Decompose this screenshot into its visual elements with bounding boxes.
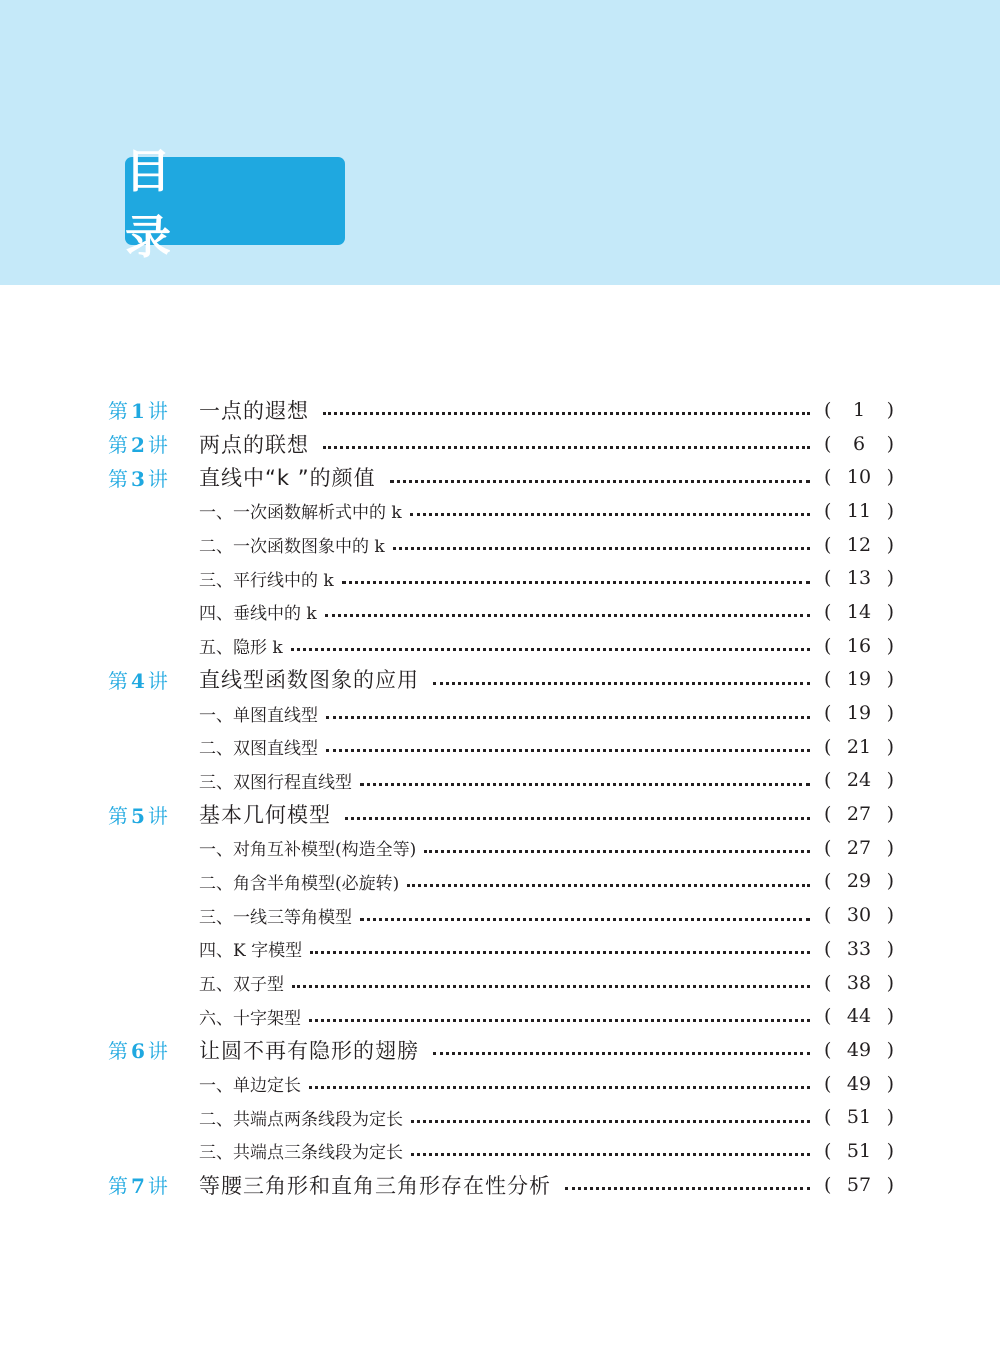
toc-entry-title: 等腰三角形和直角三角形存在性分析 (199, 1173, 551, 1198)
toc-entry-title-wrap (199, 566, 812, 591)
lecture-number (108, 395, 188, 424)
toc-entry[interactable] (0, 831, 1000, 865)
toc-entry-title: 二、角含半角模型(必旋转) (199, 873, 400, 894)
toc-entry[interactable] (0, 1033, 1000, 1067)
toc-entry[interactable] (0, 1168, 1000, 1202)
lecture-prefix: 第 (108, 433, 128, 458)
toc-entry-title: 三、平行线中的 k (199, 570, 334, 591)
page-number: 21 (846, 735, 872, 758)
dot-leader (565, 1187, 810, 1190)
page-ref (824, 1174, 894, 1196)
page-ref (824, 736, 894, 758)
page-number: 27 (846, 803, 872, 826)
dot-leader (326, 716, 810, 719)
page-number: 6 (852, 432, 866, 455)
page-ref (824, 1140, 894, 1162)
toc-entry[interactable] (0, 730, 1000, 764)
toc-entry-title: 一、对角互补模型(构造全等) (199, 840, 417, 861)
paren-open: ( (824, 971, 832, 994)
toc-entry-title-wrap (199, 429, 812, 459)
page-ref (824, 803, 894, 825)
page-ref (824, 534, 894, 556)
toc-entry[interactable] (0, 797, 1000, 831)
toc-entry-title: 三、双图行程直线型 (199, 772, 352, 793)
page-ref (824, 769, 894, 791)
toc-entry-title: 直线型函数图象的应用 (199, 668, 419, 693)
page-ref (824, 466, 894, 488)
paren-close: ) (886, 1139, 894, 1162)
lecture-number (108, 1035, 188, 1064)
toc-entry-title-wrap (199, 936, 812, 961)
toc-entry-title-wrap (199, 498, 812, 523)
toc-entry[interactable] (0, 595, 1000, 629)
paren-close: ) (886, 533, 894, 556)
page-number: 13 (846, 567, 872, 590)
page-number: 30 (846, 904, 872, 927)
dot-leader (291, 648, 810, 651)
dot-leader (411, 1153, 810, 1156)
toc-entry[interactable] (0, 494, 1000, 528)
paren-close: ) (886, 904, 894, 927)
paren-close: ) (886, 803, 894, 826)
toc-entry-title-wrap (199, 395, 812, 425)
title-box (125, 144, 345, 264)
dot-leader (390, 480, 810, 483)
page-ref (824, 668, 894, 690)
lecture-prefix: 第 (108, 668, 128, 693)
page-ref (824, 1073, 894, 1095)
dot-leader (309, 1086, 810, 1089)
page-ref (824, 1005, 894, 1027)
paren-open: ( (824, 836, 832, 859)
toc-entry-title-wrap (199, 903, 812, 928)
paren-close: ) (886, 735, 894, 758)
paren-close: ) (886, 1106, 894, 1129)
paren-open: ( (824, 1072, 832, 1095)
toc-entry-title: 让圆不再有隐形的翅膀 (199, 1038, 419, 1063)
toc-entry[interactable] (0, 1100, 1000, 1134)
paren-close: ) (886, 466, 894, 489)
page-ref (824, 702, 894, 724)
page-number: 14 (846, 600, 872, 623)
dot-leader (325, 614, 810, 617)
paren-open: ( (824, 466, 832, 489)
page-number: 19 (846, 668, 872, 691)
toc-entry-title: 一、单边定长 (199, 1076, 301, 1097)
paren-close: ) (886, 769, 894, 792)
paren-open: ( (824, 735, 832, 758)
paren-close: ) (886, 499, 894, 522)
paren-open: ( (824, 1038, 832, 1061)
page-ref (824, 1106, 894, 1128)
lecture-suffix: 讲 (147, 1174, 168, 1199)
page-ref (824, 500, 894, 522)
page-ref (824, 601, 894, 623)
lecture-number (108, 463, 188, 492)
toc-entry-title-wrap (199, 1138, 812, 1163)
page-ref (824, 972, 894, 994)
page-number: 33 (846, 937, 872, 960)
toc-entry-title: 二、共端点两条线段为定长 (199, 1109, 403, 1130)
toc-entry[interactable] (0, 764, 1000, 798)
toc-entry-title: 三、一线三等角模型 (199, 907, 352, 928)
lecture-number (108, 800, 188, 829)
toc-entry-title: 一、单图直线型 (199, 705, 318, 726)
toc-entry[interactable] (0, 898, 1000, 932)
paren-close: ) (886, 836, 894, 859)
paren-close: ) (886, 937, 894, 960)
paren-open: ( (824, 567, 832, 590)
lecture-prefix: 第 (108, 1174, 128, 1199)
page-ref (824, 1039, 894, 1061)
page-ref (824, 433, 894, 455)
toc-entry-title-wrap (199, 462, 812, 492)
toc-entry-title: 五、双子型 (199, 975, 284, 996)
toc-entry-title-wrap (199, 664, 812, 694)
page-number: 57 (846, 1173, 872, 1196)
page-number: 11 (846, 499, 872, 522)
page-title: 目 录 (125, 144, 309, 264)
page-number: 27 (846, 836, 872, 859)
toc-entry-title: 二、一次函数图象中的 k (199, 537, 385, 558)
toc-entry[interactable] (0, 696, 1000, 730)
toc-entry-title-wrap (199, 701, 812, 726)
dot-leader (360, 783, 810, 786)
paren-open: ( (824, 600, 832, 623)
toc-entry[interactable] (0, 663, 1000, 697)
toc-entry-title-wrap (199, 799, 812, 829)
lecture-num: 5 (131, 803, 145, 828)
page-number: 38 (846, 971, 872, 994)
lecture-suffix: 讲 (147, 1039, 168, 1064)
page-number: 51 (846, 1139, 872, 1162)
dot-leader (393, 547, 810, 550)
paren-open: ( (824, 1139, 832, 1162)
dot-leader (309, 1019, 810, 1022)
toc-entry[interactable] (0, 932, 1000, 966)
paren-open: ( (824, 398, 832, 421)
paren-close: ) (886, 432, 894, 455)
paren-close: ) (886, 702, 894, 725)
toc-entry-title: 两点的联想 (199, 432, 309, 457)
paren-open: ( (824, 634, 832, 657)
paren-open: ( (824, 432, 832, 455)
paren-open: ( (824, 1173, 832, 1196)
dot-leader (433, 682, 810, 685)
page-ref (824, 938, 894, 960)
dot-leader (323, 412, 810, 415)
page-ref (824, 567, 894, 589)
paren-open: ( (824, 937, 832, 960)
lecture-suffix: 讲 (147, 399, 168, 424)
toc-entry-title: 三、共端点三条线段为定长 (199, 1143, 403, 1164)
dot-leader (342, 581, 810, 584)
lecture-number (108, 665, 188, 694)
page-ref (824, 904, 894, 926)
paren-close: ) (886, 567, 894, 590)
toc-entry[interactable] (0, 966, 1000, 1000)
lecture-prefix: 第 (108, 803, 128, 828)
dot-leader (410, 513, 810, 516)
paren-open: ( (824, 499, 832, 522)
toc-entry-title: 一、一次函数解析式中的 k (199, 503, 402, 524)
table-of-contents (0, 393, 1000, 1202)
page-number: 24 (846, 769, 872, 792)
dot-leader (326, 749, 810, 752)
dot-leader (360, 918, 810, 921)
page-number: 44 (846, 1005, 872, 1028)
paren-close: ) (886, 1005, 894, 1028)
toc-entry-title: 四、K 字模型 (199, 941, 303, 962)
toc-entry-title-wrap (199, 970, 812, 995)
toc-entry-title-wrap (199, 734, 812, 759)
lecture-num: 4 (131, 668, 145, 693)
paren-open: ( (824, 702, 832, 725)
toc-entry-title-wrap (199, 599, 812, 624)
toc-entry[interactable] (0, 1134, 1000, 1168)
toc-entry[interactable] (0, 460, 1000, 494)
page-ref (824, 399, 894, 421)
page-ref (824, 870, 894, 892)
lecture-num: 7 (131, 1174, 145, 1199)
toc-entry-title-wrap (199, 1035, 812, 1065)
toc-entry-title: 五、隐形 k (199, 638, 283, 659)
toc-entry-title: 四、垂线中的 k (199, 604, 317, 625)
toc-entry-title-wrap (199, 1004, 812, 1029)
lecture-number (108, 1170, 188, 1199)
dot-leader (323, 446, 810, 449)
paren-open: ( (824, 870, 832, 893)
toc-entry-title: 六、十字架型 (199, 1008, 301, 1029)
lecture-suffix: 讲 (147, 433, 168, 458)
toc-entry[interactable] (0, 427, 1000, 461)
lecture-num: 1 (131, 399, 145, 424)
paren-open: ( (824, 803, 832, 826)
toc-entry-title: 一点的遐想 (199, 398, 309, 423)
page-number: 1 (852, 398, 866, 421)
lecture-prefix: 第 (108, 466, 128, 491)
header-band (0, 0, 1000, 285)
dot-leader (345, 817, 810, 820)
dot-leader (424, 850, 810, 853)
toc-entry-title-wrap (199, 1170, 812, 1200)
dot-leader (292, 985, 810, 988)
paren-close: ) (886, 971, 894, 994)
dot-leader (310, 951, 810, 954)
page-number: 29 (846, 870, 872, 893)
toc-entry[interactable] (0, 1067, 1000, 1101)
toc-entry-title-wrap (199, 633, 812, 658)
page-ref (824, 837, 894, 859)
lecture-prefix: 第 (108, 1039, 128, 1064)
toc-entry-title: 直线中“k ”的颜值 (199, 466, 376, 491)
paren-open: ( (824, 904, 832, 927)
page-number: 51 (846, 1106, 872, 1129)
paren-close: ) (886, 870, 894, 893)
paren-close: ) (886, 668, 894, 691)
paren-open: ( (824, 1106, 832, 1129)
paren-close: ) (886, 600, 894, 623)
page-number: 12 (846, 533, 872, 556)
paren-close: ) (886, 1173, 894, 1196)
paren-close: ) (886, 1038, 894, 1061)
dot-leader (411, 1120, 810, 1123)
dot-leader (407, 884, 810, 887)
page-number: 10 (846, 466, 872, 489)
paren-open: ( (824, 668, 832, 691)
toc-entry-title: 二、双图直线型 (199, 739, 318, 760)
toc-entry[interactable] (0, 865, 1000, 899)
page-number: 16 (846, 634, 872, 657)
toc-entry-title-wrap (199, 869, 812, 894)
dot-leader (433, 1052, 810, 1055)
paren-open: ( (824, 1005, 832, 1028)
lecture-suffix: 讲 (147, 668, 168, 693)
paren-close: ) (886, 634, 894, 657)
paren-open: ( (824, 533, 832, 556)
lecture-num: 6 (131, 1039, 145, 1064)
lecture-suffix: 讲 (147, 803, 168, 828)
lecture-num: 3 (131, 466, 145, 491)
lecture-num: 2 (131, 433, 145, 458)
toc-entry[interactable] (0, 561, 1000, 595)
page-number: 19 (846, 702, 872, 725)
paren-open: ( (824, 769, 832, 792)
lecture-suffix: 讲 (147, 466, 168, 491)
lecture-number (108, 429, 188, 458)
page-number: 49 (846, 1038, 872, 1061)
toc-entry-title-wrap (199, 532, 812, 557)
toc-entry[interactable] (0, 393, 1000, 427)
toc-entry-title-wrap (199, 1105, 812, 1130)
page-ref (824, 635, 894, 657)
toc-entry[interactable] (0, 999, 1000, 1033)
toc-entry-title-wrap (199, 835, 812, 860)
toc-entry[interactable] (0, 528, 1000, 562)
paren-close: ) (886, 1072, 894, 1095)
toc-entry[interactable] (0, 629, 1000, 663)
paren-close: ) (886, 398, 894, 421)
toc-entry-title-wrap (199, 768, 812, 793)
toc-entry-title: 基本几何模型 (199, 803, 331, 828)
page-number: 49 (846, 1072, 872, 1095)
toc-entry-title-wrap (199, 1071, 812, 1096)
lecture-prefix: 第 (108, 399, 128, 424)
